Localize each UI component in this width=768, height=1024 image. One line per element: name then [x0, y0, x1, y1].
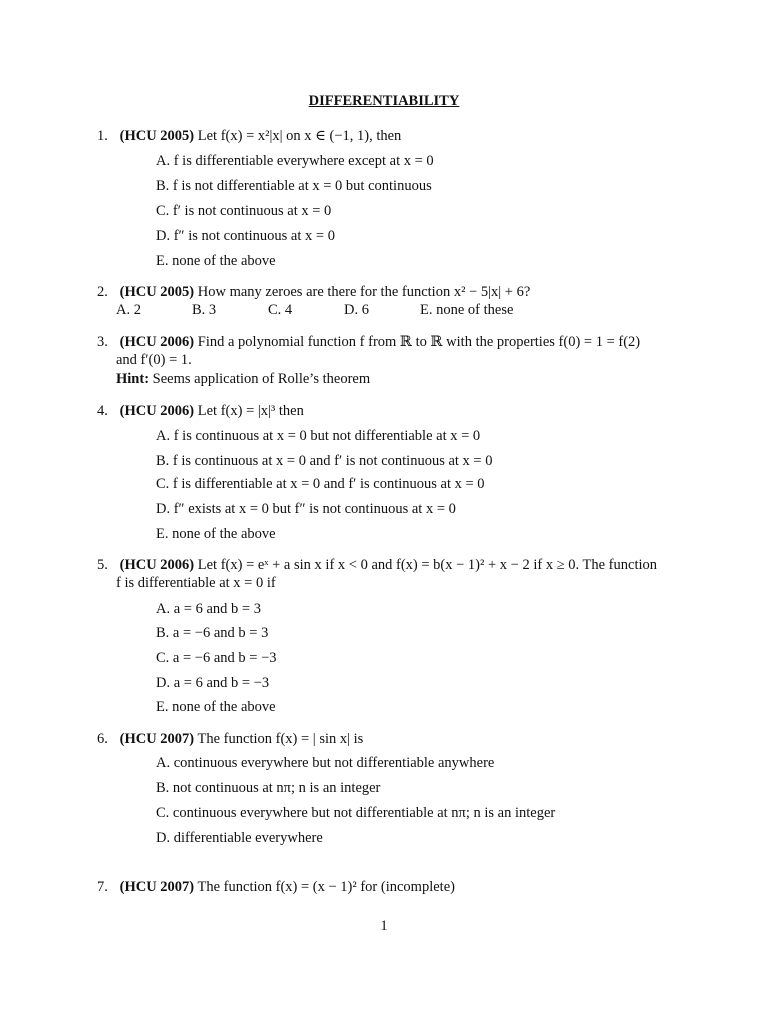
question-1 — [97, 127, 687, 145]
option: E. none of the above — [156, 526, 276, 542]
hint-text: Seems application of Rolle’s theorem — [152, 371, 371, 387]
option: D. f″ is not continuous at x = 0 — [156, 228, 335, 244]
page-title: DIFFERENTIABILITY — [308, 93, 460, 109]
question-source: (HCU 2005) — [119, 128, 195, 144]
hint — [116, 370, 370, 388]
question-text: Let f(x) = eˣ + a sin x if x < 0 and f(x) = b(x − 1)² + x − 2 if x ≥ 0. The function — [197, 557, 658, 573]
question-source: (HCU 2005) — [119, 284, 195, 300]
choice: A. 2 — [116, 302, 141, 318]
choice: D. 6 — [344, 302, 369, 318]
option: A. f is continuous at x = 0 but not differentiable at x = 0 — [156, 428, 481, 444]
question-text: How many zeroes are there for the function x² − 5|x| + 6? — [197, 284, 531, 300]
choice-row — [116, 301, 513, 319]
question-source: (HCU 2007) — [119, 731, 195, 747]
question-source: (HCU 2007) — [119, 879, 195, 895]
choice: B. 3 — [192, 302, 217, 318]
question-number: 4. — [97, 403, 108, 419]
option: A. continuous everywhere but not differentiable anywhere — [156, 755, 495, 771]
option: B. f is not differentiable at x = 0 but continuous — [156, 178, 432, 194]
question-number: 7. — [97, 879, 108, 895]
choice: E. none of these — [420, 302, 514, 318]
option: A. f is differentiable everywhere except at x = 0 — [156, 153, 434, 169]
question-text: Find a polynomial function f from ℝ to ℝ with the properties f(0) = 1 = f(2) — [197, 334, 641, 350]
option: E. none of the above — [156, 253, 276, 269]
question-source: (HCU 2006) — [119, 334, 195, 350]
option: D. a = 6 and b = −3 — [156, 675, 270, 691]
page-number: 1 — [380, 918, 388, 934]
question-number: 1. — [97, 128, 108, 144]
question-source: (HCU 2006) — [119, 557, 195, 573]
question-number: 2. — [97, 284, 108, 300]
question-2 — [97, 283, 687, 301]
question-text: The function f(x) = | sin x| is — [197, 731, 364, 747]
question-3 — [97, 333, 687, 351]
option: C. f′ is not continuous at x = 0 — [156, 203, 332, 219]
option: C. f is differentiable at x = 0 and f′ is continuous at x = 0 — [156, 476, 485, 492]
question-text: Let f(x) = x²|x| on x ∈ (−1, 1), then — [197, 128, 402, 144]
question-source: (HCU 2006) — [119, 403, 195, 419]
question-6 — [97, 730, 687, 748]
choice: C. 4 — [268, 302, 293, 318]
option: D. differentiable everywhere — [156, 830, 323, 846]
question-5 — [97, 556, 687, 574]
question-4 — [97, 402, 687, 420]
question-7 — [97, 878, 687, 896]
option: E. none of the above — [156, 699, 276, 715]
option: B. not continuous at nπ; n is an integer — [156, 780, 381, 796]
question-number: 5. — [97, 557, 108, 573]
option: D. f″ exists at x = 0 but f″ is not continuous at x = 0 — [156, 501, 456, 517]
option: C. a = −6 and b = −3 — [156, 650, 277, 666]
option: B. a = −6 and b = 3 — [156, 625, 269, 641]
question-continuation: f is differentiable at x = 0 if — [116, 575, 276, 591]
question-text: The function f(x) = (x − 1)² for (incomplete) — [197, 879, 455, 895]
option: C. continuous everywhere but not differentiable at nπ; n is an integer — [156, 805, 556, 821]
option: A. a = 6 and b = 3 — [156, 601, 261, 617]
question-continuation: and f′(0) = 1. — [116, 352, 192, 368]
question-number: 6. — [97, 731, 108, 747]
question-number: 3. — [97, 334, 108, 350]
option: B. f is continuous at x = 0 and f′ is not continuous at x = 0 — [156, 453, 493, 469]
question-text: Let f(x) = |x|³ then — [197, 403, 304, 419]
hint-label: Hint: — [116, 371, 150, 387]
